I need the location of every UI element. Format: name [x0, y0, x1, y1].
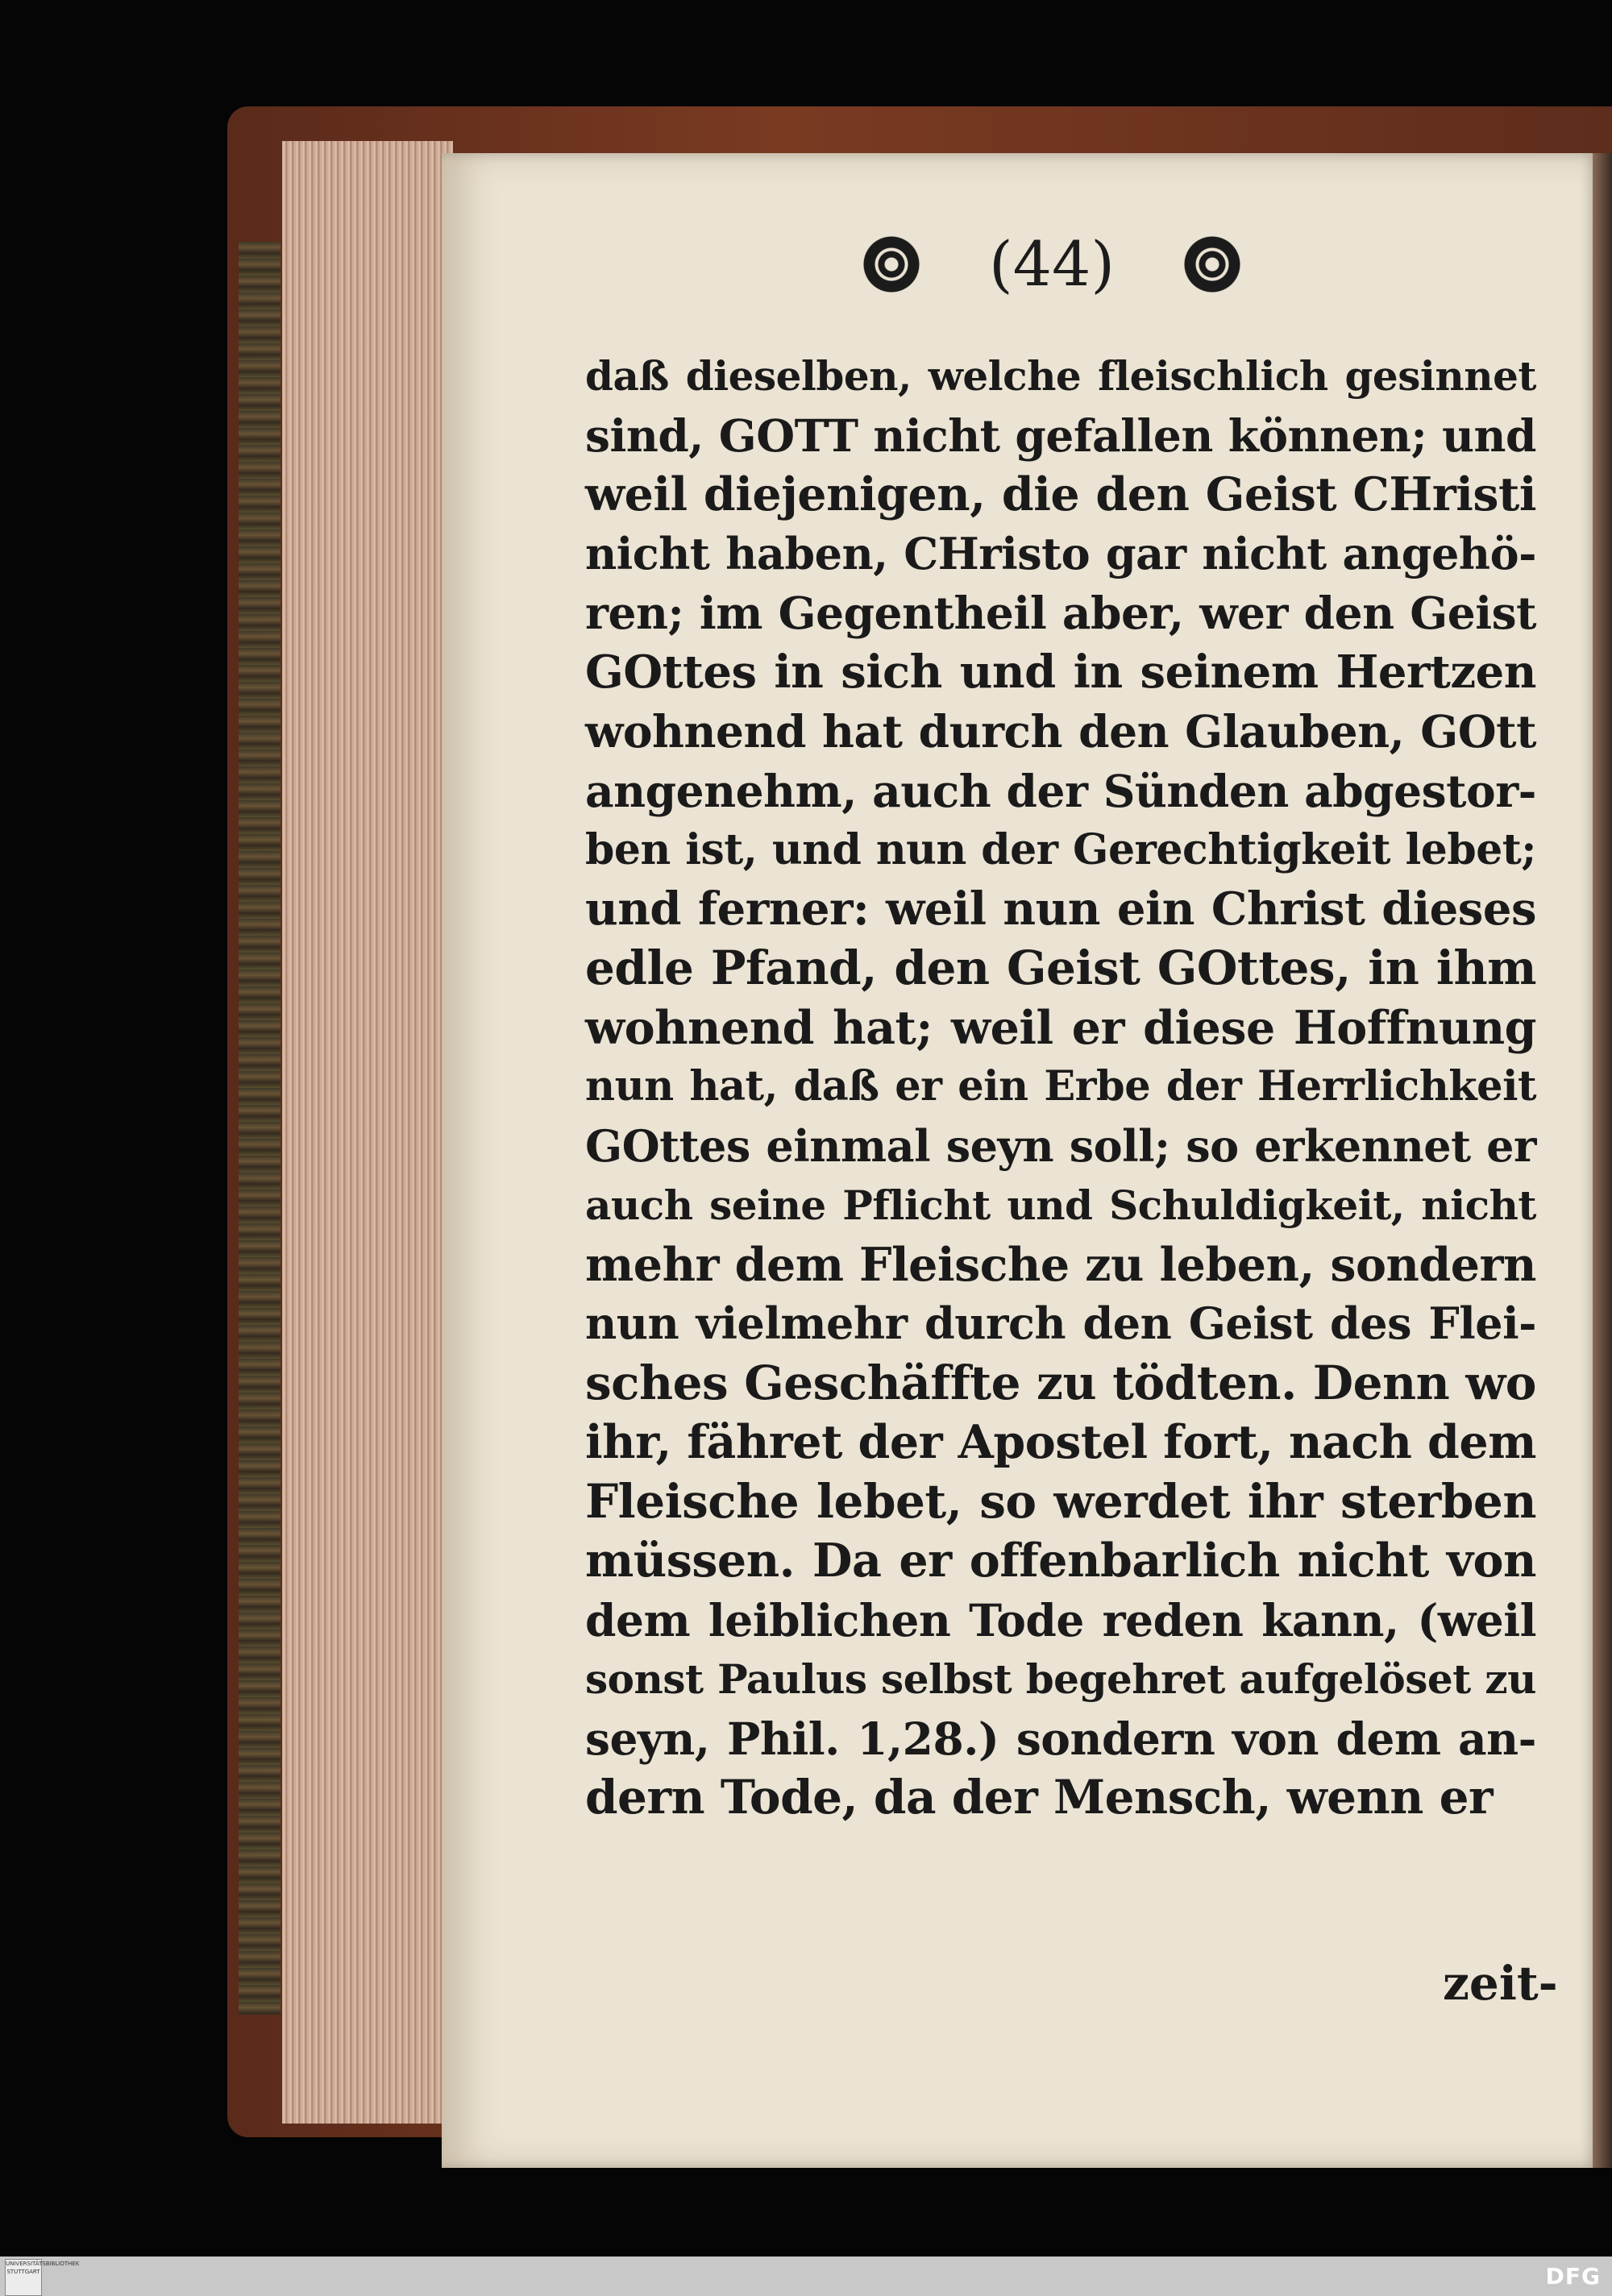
viewer-footer: [0, 2257, 1612, 2296]
text-line: sind, GOTT nicht gefallen können; und: [585, 409, 1536, 462]
page-edges: [282, 141, 453, 2124]
text-line: ren; im Gegentheil aber, wer den Geist: [585, 587, 1536, 639]
text-line: daß dieselben, welche fleischlich gesinnet: [585, 352, 1536, 400]
page-gutter: [1593, 153, 1612, 2168]
library-logo: UNIVERSITÄTSBIBLIOTHEK STUTTGART: [5, 2259, 42, 2296]
text-line: mehr dem Fleische zu leben, sondern: [585, 1237, 1536, 1292]
text-line: nicht haben, CHristo gar nicht angehö-: [585, 527, 1536, 579]
text-line: Fleische lebet, so werdet ihr sterben: [585, 1473, 1536, 1529]
book-spine: [239, 242, 280, 2015]
text-line: weil diejenigen, die den Geist CHristi: [585, 467, 1536, 521]
text-line: dern Tode, da der Mensch, wenn er: [585, 1770, 1494, 1825]
text-line: und ferner: weil nun ein Christ dieses: [585, 882, 1536, 936]
page-number: (44): [988, 228, 1115, 300]
text-line: seyn, Phil. 1,28.) sondern von dem an-: [585, 1712, 1536, 1765]
text-line: ben ist, und nun der Gerechtigkeit lebet;: [585, 825, 1536, 874]
text-line: wohnend hat; weil er diese Hoffnung: [585, 1000, 1536, 1055]
page-text: [585, 347, 1536, 1828]
text-line: nun hat, daß er ein Erbe der Herrlichkeit: [585, 1062, 1536, 1111]
text-line: müssen. Da er offenbarlich nicht von: [585, 1534, 1536, 1588]
text-line: nun vielmehr durch den Geist des Flei-: [585, 1297, 1536, 1349]
text-line: sches Geschäffte zu tödten. Denn wo: [585, 1355, 1536, 1410]
text-line: edle Pfand, den Geist GOttes, in ihm: [585, 940, 1536, 995]
page-header: [862, 224, 1241, 305]
text-line: dem leiblichen Tode reden kann, (weil: [585, 1593, 1536, 1646]
text-line: angenehm, auch der Sünden abgestor-: [585, 764, 1536, 817]
text-line: auch seine Pflicht und Schuldigkeit, nicht: [585, 1181, 1536, 1229]
text-line: ihr, fähret der Apostel fort, nach dem: [585, 1415, 1536, 1469]
text-line: GOttes in sich und in seinem Hertzen: [585, 645, 1536, 699]
ornament-right-icon: [1183, 235, 1241, 293]
text-line: GOttes einmal seyn soll; so erkennet er: [585, 1119, 1536, 1172]
text-line: sonst Paulus selbst begehret aufgelöset zu: [585, 1655, 1536, 1703]
text-line: wohnend hat durch den Glauben, GOtt: [585, 705, 1536, 758]
dfg-logo: DFG: [1545, 2263, 1601, 2290]
catchword: zeit-: [1443, 1956, 1558, 2011]
